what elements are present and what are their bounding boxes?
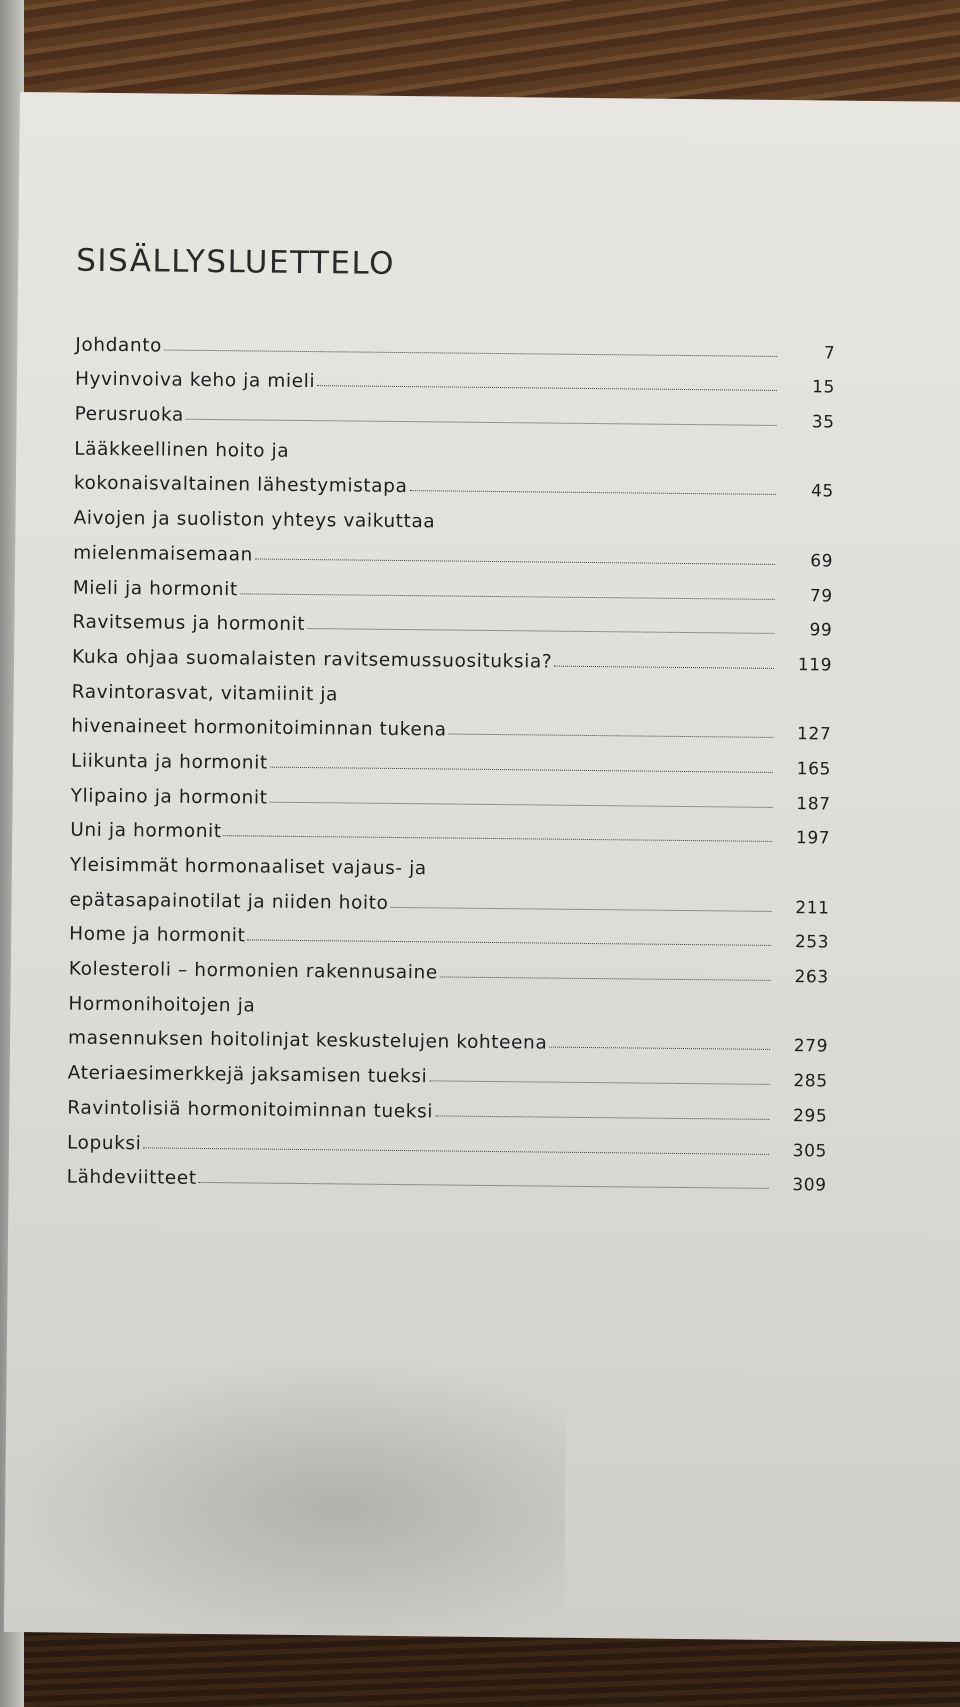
leader-dots <box>390 907 771 912</box>
toc-entry-title: hivenaineet hormonitoiminnan tukena <box>71 715 447 741</box>
toc-entry-title: Uni ja hormonit <box>70 819 222 843</box>
leader-dots <box>247 940 771 946</box>
page-title: SISÄLLYSLUETTELO <box>76 242 396 282</box>
leader-dots <box>307 628 774 634</box>
toc-entry-title: Ravintolisiä hormonitoiminnan tueksi <box>67 1097 434 1123</box>
toc-page-number: 295 <box>792 1105 828 1127</box>
hand-shadow <box>4 1352 567 1658</box>
leader-dots <box>164 349 777 356</box>
table-of-contents <box>67 321 836 1196</box>
toc-entry-title: Kolesteroli – hormonien rakennusaine <box>68 958 438 984</box>
toc-entry-title: Ateriaesimerkkejä jaksamisen tueksi <box>67 1062 428 1088</box>
leader-dots <box>269 801 772 807</box>
leader-dots <box>549 1047 770 1050</box>
leader-dots <box>199 1182 769 1189</box>
leader-dots <box>409 491 775 496</box>
toc-page-number: 263 <box>794 967 829 988</box>
toc-entry-title: Lääkkeellinen hoito ja <box>74 438 290 462</box>
leader-dots <box>449 734 774 738</box>
toc-page-number: 35 <box>811 412 835 433</box>
toc-page-number: 45 <box>810 481 834 502</box>
toc-page-number: 285 <box>793 1071 828 1092</box>
toc-page-number: 7 <box>823 343 836 364</box>
toc-entry-title: Perusruoka <box>74 403 184 426</box>
leader-dots <box>240 593 775 600</box>
toc-entry-title: Lopuksi <box>66 1132 142 1154</box>
toc-entry-title: Aivojen ja suoliston yhteys vaikuttaa <box>73 507 436 533</box>
leader-dots <box>440 977 771 981</box>
toc-page-number: 279 <box>793 1036 829 1057</box>
toc-entry-title: Kuka ohjaa suomalaisten ravitsemussuosituksia? <box>71 646 553 673</box>
toc-entry-title: Hormonihoitojen ja <box>68 993 256 1017</box>
toc-page-number: 99 <box>809 620 833 641</box>
leader-dots <box>429 1080 769 1085</box>
leader-dots <box>255 558 775 564</box>
toc-entry-title: Home ja hormonit <box>69 923 246 947</box>
toc-entry-title: epätasapainotilat ja niiden hoito <box>69 889 389 914</box>
toc-entry-title: Ylipaino ja hormonit <box>70 785 268 809</box>
toc-entry-title: Ravintorasvat, vitamiinit ja <box>71 681 339 705</box>
toc-page-number: 253 <box>794 932 830 953</box>
leader-dots <box>317 386 777 392</box>
toc-page-number: 309 <box>792 1175 827 1196</box>
toc-page-number: 69 <box>810 551 834 572</box>
leader-dots <box>270 767 773 773</box>
toc-page-number: 211 <box>795 897 830 919</box>
toc-entry-title: kokonaisvaltainen lähestymistapa <box>73 473 408 498</box>
toc-page-number: 119 <box>797 655 833 676</box>
toc-entry-title: Liikunta ja hormonit <box>70 750 268 774</box>
toc-entry-title: Lähdeviitteet <box>66 1166 197 1190</box>
toc-entry-title: Yleisimmät hormonaaliset vajaus- ja <box>69 854 427 880</box>
toc-entry-title: Hyvinvoiva keho ja mieli <box>74 368 316 393</box>
book-page <box>4 92 960 1642</box>
toc-page-number: 165 <box>796 759 832 780</box>
leader-dots <box>143 1147 769 1155</box>
toc-entry-title: Ravitsemus ja hormonit <box>72 611 306 636</box>
toc-page-number: 187 <box>796 793 831 815</box>
toc-page-number: 305 <box>792 1140 828 1162</box>
toc-entry <box>67 1153 827 1196</box>
leader-dots <box>435 1115 769 1120</box>
toc-page-number: 79 <box>809 585 833 607</box>
toc-page-number: 197 <box>795 828 831 849</box>
toc-entry-title: Johdanto <box>75 334 163 357</box>
toc-entry-title: masennuksen hoitolinjat keskustelujen kohteena <box>67 1027 548 1055</box>
toc-entry-title: mielenmaisemaan <box>73 542 254 566</box>
toc-page-number: 127 <box>796 724 832 745</box>
leader-dots <box>224 835 773 842</box>
leader-dots <box>186 419 777 426</box>
leader-dots <box>554 666 774 669</box>
toc-page-number: 15 <box>811 377 836 398</box>
toc-entry-title: Mieli ja hormonit <box>72 577 238 600</box>
